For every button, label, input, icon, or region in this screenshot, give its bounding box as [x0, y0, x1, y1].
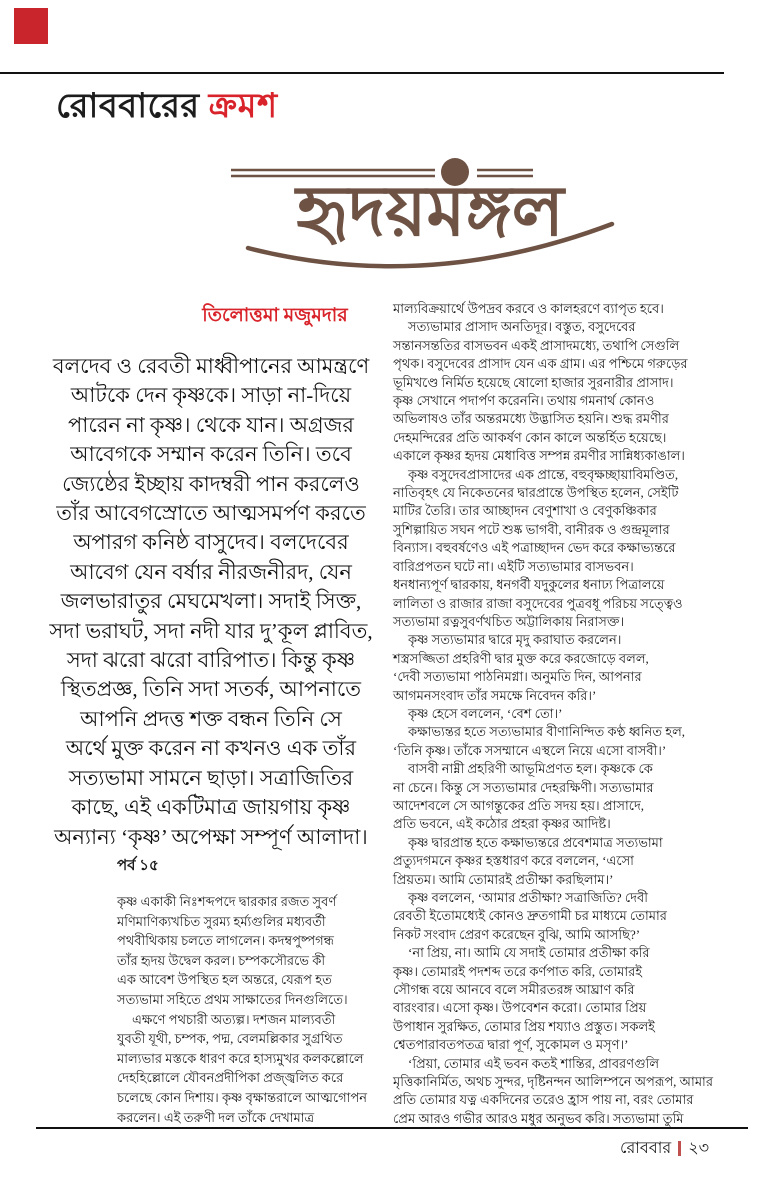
bottom-rule — [36, 1127, 748, 1129]
text-line: কক্ষাভ্যন্তর হতে সত্যভামার বীণানিন্দিত কণ্ঠ ধ্বনিত হল, — [408, 724, 686, 740]
text-line: আপনি প্রদত্ত শক্ত বন্ধন তিনি সে — [80, 706, 342, 731]
text-line: আবেগ যেন বর্ষার নীরজনীরদ, যেন — [70, 559, 352, 584]
lead-paragraph — [42, 352, 380, 852]
text-line: চলেছে কোন দিশায়। কৃষ্ণ বৃক্ষান্তরালে আত্মগোপন — [117, 1089, 367, 1105]
text-line: অন্যান্য ‘কৃষ্ণ’ অপেক্ষা সম্পূর্ণ আলাদা। — [54, 824, 368, 849]
text-line: কৃষ্ণ বসুদেবপ্রাসাদের এক প্রান্তে, বহুবৃক্ষচ্ছায়াবিমণ্ডিত, — [408, 466, 679, 482]
masthead-title: রোববারের — [56, 88, 200, 125]
text-line: সুশিল্পায়িত সঘন পটে শুষ্ক ভাগবী, বানীরক ও গুন্দ্রমূলার — [393, 521, 670, 537]
text-line: তাঁর আবেগস্রোতে আত্মসমর্পণ করতে — [56, 501, 366, 526]
text-line: মণিমাণিক্যখচিত সুরম্য হর্ম্যগুলির মধ্যবর্তী — [117, 913, 326, 929]
text-line: কৃষ্ণ বললেন, ‘আমার প্রতীক্ষা? সত্রাজিতি? দেবী — [408, 890, 648, 905]
text-line: না চেনে। কিন্তু সে সত্যভামার দেহরক্ষিণী। সত্যভামার — [393, 779, 654, 795]
text-line: ধনধান্যপূর্ণ দ্বারকায়, ধনগর্বী যদুকুলের ধনাঢ্য পিত্রালয়ে — [393, 577, 665, 593]
text-line: বিন্যাস। বহুবর্ষণেও এই পত্রাচ্ছাদন ভেদ করে কক্ষাভ্যন্তরে — [393, 540, 676, 556]
text-line: নাতিবৃহৎ যে নিকেতনের দ্বারপ্রান্তে উপস্থিত হলেন, সেইটি — [393, 485, 679, 501]
text-line: প্রতি তোমার যত্ন একদিনের তরেও হ্রাস পায় না, বরং তোমার — [393, 1092, 694, 1108]
text-line: পৃথক। বসুদেবের প্রাসাদ যেন এক গ্রাম। এর পশ্চিমে গরুড়ের — [393, 356, 688, 372]
text-line: করলেন। এই তরুণী দল তাঁকে দেখামাত্র — [117, 1109, 315, 1125]
text-line: দেহহিল্লোলে যৌবনপ্রদীপিকা প্রজ্জ্বলিত করে — [117, 1070, 344, 1086]
text-line: ‘প্রিয়া, তোমার এই ভবন কতই শান্তির, প্রাবরণগুলি — [408, 1055, 660, 1071]
right-column-body — [393, 300, 750, 1128]
text-line: পারেন না কৃষ্ণ। থেকে যান। অগ্রজর — [68, 412, 354, 437]
text-line: প্রতি ভবনে, এই কঠোর প্রহরা কৃষ্ণর আদিষ্ট। — [393, 816, 611, 832]
text-line: আদেশবলে সে আগন্তুকের প্রতি সদয় হয়। প্রাসাদে, — [393, 797, 645, 813]
text-line: ‘তিনি কৃষ্ণ। তাঁকে সসম্মানে এস্থলে নিয়ে এসো বাসবী।’ — [393, 742, 667, 758]
text-line: উপাধান সুরক্ষিত, তোমার প্রিয় শয্যাও প্রস্তুত। সকলই — [393, 1018, 655, 1034]
story-title: হৃদয়মঙ্গল — [296, 174, 564, 251]
text-line: শ্বেতপারাবতপতত্র দ্বারা পূর্ণ, সুকোমল ও মসৃণ।’ — [393, 1037, 629, 1053]
masthead — [56, 80, 278, 137]
text-line: বলদেব ও রেবতী মাধ্বীপানের আমন্ত্রণে — [52, 354, 370, 378]
masthead-serial-tag: ক্রমশ — [208, 88, 278, 125]
text-line: বাসবী নাম্নী প্রহরিণী আভূমিপ্রণত হল। কৃষ্ণকে কে — [408, 761, 653, 777]
text-line: বারিপ্রপতন ঘটে না। এইটি সত্যভামার বাসভবন। — [393, 558, 634, 574]
text-line: ‘না প্রিয়, না। আমি যে সদাই তোমার প্রতীক্ষা করি — [408, 945, 650, 961]
text-line: সত্যভামা রত্নসুবর্ণখচিত অট্টালিকায় নিরাসক্ত। — [393, 613, 625, 629]
text-line: একালে কৃষ্ণর হৃদয় মেধাবিত্ত সম্পন্ন রমণীর সান্নিধ্যকাঙাল। — [393, 448, 685, 464]
text-line: প্রেম আরও গভীর আরও মধুর অনুভব করি। সত্যভামা তুমি — [393, 1110, 684, 1126]
text-line: পথবীথিকায় চলতে লাগলেন। কদম্বপুষ্পগন্ধ — [117, 933, 334, 949]
text-line: অর্থে মুক্ত করেন না কখনও এক তাঁর — [65, 736, 357, 761]
magazine-logo-box — [14, 8, 48, 44]
footer-page-number: ২৩ — [688, 1140, 709, 1157]
text-line: মাটির তৈরি। তার আচ্ছাদন বেণুশাখা ও বেণুকঞ্চিকার — [393, 503, 657, 519]
text-line: প্রিয়তম। আমি তোমারই প্রতীক্ষা করছিলাম।’ — [393, 871, 614, 887]
text-line: আগমনসংবাদ তাঁর সমক্ষে নিবেদন করি।’ — [393, 687, 597, 703]
footer-separator — [678, 1141, 681, 1156]
text-line: কৃষ্ণ হেসে বললেন, ‘বেশ তো।’ — [408, 705, 563, 721]
text-line: কৃষ্ণ একাকী নিঃশব্দপদে দ্বারকার রজত সুবর্ণ — [117, 894, 337, 909]
text-line: লালিতা ও রাজার রাজা বসুদেবের পুত্রবধূ পরিচয় সত্ত্বেও — [393, 595, 683, 611]
text-line: শস্ত্রসজ্জিতা প্রহরিণী দ্বার মুক্ত করে করজোড়ে বলল, — [393, 650, 649, 666]
text-line: সত্যভামা সামনে ছাড়া। সত্রাজিতির — [68, 765, 354, 790]
text-line: কৃষ্ণ দ্বারপ্রান্ত হতে কক্ষাভ্যন্তরে প্রবেশমাত্র সত্যভামা — [408, 834, 663, 850]
text-line: এক্ষণে পথচারী অত্যল্প। দশজন মাল্যবতী — [132, 1011, 336, 1027]
page-footer — [620, 1135, 709, 1162]
text-line: ‘দেবী সত্যভামা পাঠনিমগ্না। অনুমতি দিন, আপনার — [393, 669, 642, 685]
text-line: কৃষ্ণ সত্যভামার দ্বারে মৃদু করাঘাত করলেন। — [408, 632, 622, 648]
text-line: যুবতী যূথী, চম্পক, পদ্ম, বেলমল্লিকার সুগ্রথিত — [117, 1031, 343, 1047]
text-line: জ্যেষ্ঠের ইচ্ছায় কাদম্বরী পান করলেও — [62, 471, 360, 496]
text-line: আটকে দেন কৃষ্ণকে। সাড়া না-দিয়ে — [70, 383, 352, 408]
text-line: সন্তানসন্ততির বাসভবন একই প্রাসাদমধ্যে, তথাপি সেগুলি — [393, 337, 680, 353]
text-line: মৃত্তিকানির্মিত, অথচ সুন্দর, দৃষ্টিনন্দন আলিম্পনে অপরূপ, আমার — [393, 1074, 713, 1090]
text-line: কাছে, এই একটিমাত্র জায়গায় কৃষ্ণ — [71, 795, 351, 820]
text-line: অপারগ কনিষ্ঠ বাসুদেব। বলদেবের — [73, 530, 349, 555]
footer-magazine-name: রোববার — [620, 1140, 672, 1157]
text-line: তাঁর হৃদয় উদ্বেল করল। চম্পকসৌরভে কী — [117, 952, 326, 968]
text-line: কৃষ্ণ। তোমারই পদশব্দ তরে কর্ণপাত করি, তোমারই — [393, 963, 643, 979]
left-column-body — [117, 892, 377, 1127]
text-line: আবেগকে সম্মান করেন তিনি। তবে — [70, 442, 352, 467]
text-line: জলভারাতুর মেঘমেখলা। সদাই সিক্ত, — [60, 589, 362, 614]
story-title-artwork — [135, 152, 635, 307]
part-label: পর্ব ১৫ — [117, 858, 159, 874]
text-line: রেবতী ইতোমধ্যেই কোনও দ্রুতগামী চর মাধ্যমে তোমার — [393, 908, 667, 924]
text-line: বারংবার। এসো কৃষ্ণ। উপবেশন করো। তোমার প্রিয় — [393, 1000, 647, 1016]
text-line: অভিলাষও তাঁর অন্তরমধ্যে উদ্ভাসিত হয়নি। শুদ্ধ রমণীর — [393, 411, 669, 427]
text-line: স্থিতপ্রজ্ঞ, তিনি সদা সতর্ক, আপনাতে — [60, 677, 362, 702]
author-name: তিলোত্তমা মজুমদার — [202, 305, 348, 326]
text-line: সৌগন্ধ বয়ে আনবে বলে সমীরতরঙ্গ আঘ্রাণ করি — [393, 982, 635, 998]
text-line: সত্যভামা সহিতে প্রথম সাক্ষাতের দিনগুলিতে। — [117, 991, 348, 1007]
text-line: মাল্যবিক্রয়ার্থে উপদ্রব করবে ও কালহরণে ব্যাপৃত হবে। — [393, 301, 664, 316]
text-line: প্রত্যুদগমনে কৃষ্ণর হস্তধারণ করে বললেন, ‘এসো — [393, 853, 634, 869]
top-rule — [0, 72, 724, 74]
text-line: নিকট সংবাদ প্রেরণ করেছেন বুঝি, আমি আসছি?’ — [393, 926, 641, 942]
text-line: সদা ভরাঘট, সদা নদী যার দু’কূল প্লাবিত, — [49, 618, 373, 643]
text-line: সদা ঝরো ঝরো বারিপাত। কিন্তু কৃষ্ণ — [66, 648, 356, 673]
text-line: কৃষ্ণ সেখানে পদার্পণ করেননি। তথায় গমনার্থ কোনও — [393, 393, 655, 409]
text-line: ভূমিখণ্ডে নির্মিত হয়েছে ষোলো হাজার সুরনারীর প্রাসাদ। — [393, 374, 674, 390]
text-line: দেহমন্দিরের প্রতি আকর্ষণ কোন কালে অন্তর্হিত হয়েছে। — [393, 429, 667, 445]
text-line: মাল্যভার মস্তকে ধারণ করে হাস্যমুখর কলকল্লোলে — [117, 1050, 364, 1066]
text-line: সত্যভামার প্রাসাদ অনতিদূর। বস্তুত, বসুদেবের — [408, 319, 636, 335]
text-line: এক আবেশ উপস্থিত হল অন্তরে, যেরূপ হত — [117, 972, 332, 988]
